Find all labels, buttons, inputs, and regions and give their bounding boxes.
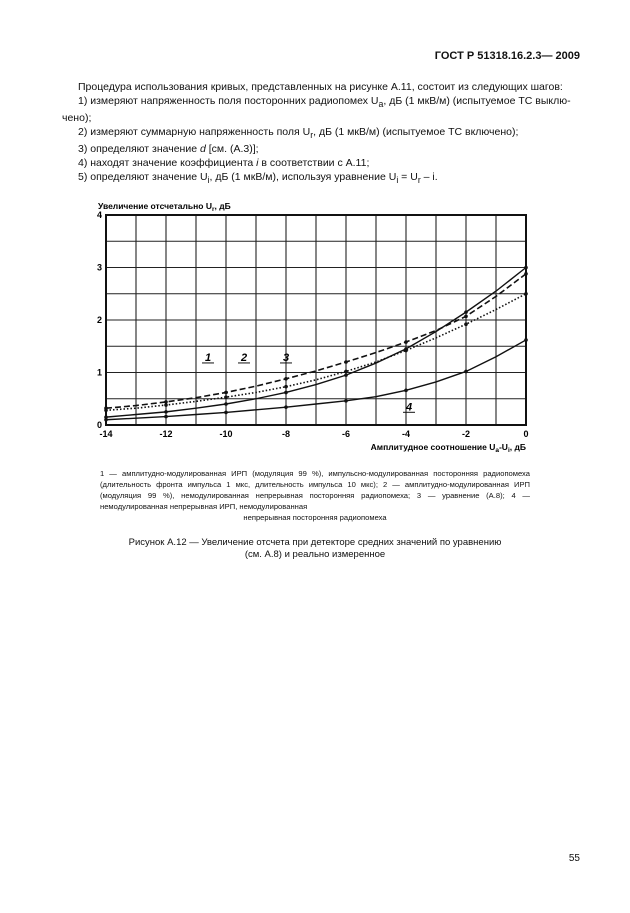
series-point-4: [344, 399, 348, 403]
series-point-4: [104, 418, 108, 422]
caption-line-2: (см. А.8) и реально измеренное: [244, 549, 386, 560]
figure-legend: [100, 468, 530, 523]
step-1: 1) измеряют напряженность поля посторонних радиопомех $U_a$, дБ (1 мкВ/м) (испытуемое ТС выклю-: [78, 95, 571, 110]
procedure-lead: Процедура использования кривых, представленных на рисунке А.11, состоит из следующих шагов:: [78, 81, 563, 93]
x-tick-label: -12: [159, 429, 173, 439]
page-number: 55: [568, 853, 580, 864]
procedure-text: [62, 80, 582, 187]
series-point-3: [464, 310, 468, 314]
series-point-4: [164, 415, 168, 419]
chart: [88, 195, 538, 455]
y-tick-label: 1: [96, 367, 102, 378]
series-point-3: [404, 347, 408, 351]
series-point-2: [104, 409, 108, 413]
series-point-3: [224, 402, 228, 406]
step-1-cont: чено);: [62, 112, 92, 125]
y-tick-label: 3: [96, 262, 102, 273]
step-3: 3) определяют значение d [см. (А.3)];: [78, 143, 259, 156]
step-4: 4) находят значение коэффициента i в соответствии с А.11;: [78, 157, 370, 170]
x-tick-label: -10: [219, 429, 233, 439]
y-tick-label: 4: [96, 210, 102, 220]
x-tick-label: -8: [281, 429, 291, 439]
series-point-1: [224, 391, 228, 395]
x-tick-label: -2: [461, 429, 471, 439]
series-point-4: [464, 370, 468, 374]
series-point-4: [404, 389, 408, 393]
series-point-1: [164, 400, 168, 404]
standard-header: ГОСТ Р 51318.16.2.3— 2009: [434, 50, 580, 62]
curve-label-2: 2: [240, 351, 248, 364]
x-tick-label: 0: [523, 429, 529, 439]
series-point-1: [404, 340, 408, 344]
series-point-4: [524, 338, 528, 342]
figure-caption: [100, 537, 530, 561]
series-point-3: [344, 373, 348, 377]
series-point-1: [464, 315, 468, 319]
caption-line-1: Рисунок А.12 — Увеличение отсчета при детекторе средних значений по уравнению: [128, 537, 502, 548]
x-axis-label: Амплитудное соотношение $U_a-U_i$, дБ: [370, 442, 526, 454]
series-point-2: [164, 403, 168, 407]
series-point-3: [284, 391, 288, 395]
series-point-1: [284, 377, 288, 381]
series-point-2: [344, 370, 348, 374]
curve-label-4: 4: [405, 401, 413, 414]
legend-text: 1 — амплитудно-модулированная ИРП (модуляция 99 %), импульсно-модулированная посторонняя радиопомеха (длительность фронта импульса 1 мкс, длительность импульса 10 мкс); 2 — амплитудно-модулированная ИРП (модуляция 99 %), немодулированная непрерывная посторонняя радиопомеха; 3 — уравнение (А.8); 4 — немодулированная непрерывная ИРП, немодулированная: [100, 469, 530, 511]
series-point-3: [164, 410, 168, 414]
x-tick-label: -14: [99, 429, 113, 439]
series-point-2: [224, 395, 228, 399]
series-point-2: [284, 385, 288, 389]
series-point-1: [344, 360, 348, 364]
y-tick-label: 2: [96, 315, 102, 325]
step-5: 5) определяют значение $U_i$, дБ (1 мкВ/м), используя уравнение $U_i = U_r - i$.: [78, 171, 438, 186]
series-point-4: [224, 411, 228, 415]
x-tick-label: -4: [401, 429, 411, 439]
x-tick-label: -6: [341, 429, 351, 439]
legend-text-end: непрерывная посторонняя радиопомеха: [243, 513, 387, 522]
series-point-2: [464, 322, 468, 326]
y-axis-label: Увеличение отсчетально $U_r$, дБ: [98, 201, 231, 213]
step-2: 2) измеряют суммарную напряженность поля $U_r$, дБ (1 мкВ/м) (испытуемое ТС включено);: [78, 126, 519, 141]
series-point-2: [524, 292, 528, 296]
curve-label-3: 3: [282, 351, 290, 364]
series-point-1: [524, 272, 528, 276]
series-point-3: [524, 266, 528, 270]
curve-label-1: 1: [204, 351, 212, 364]
y-tick-label: 0: [96, 420, 102, 430]
series-point-4: [284, 405, 288, 409]
